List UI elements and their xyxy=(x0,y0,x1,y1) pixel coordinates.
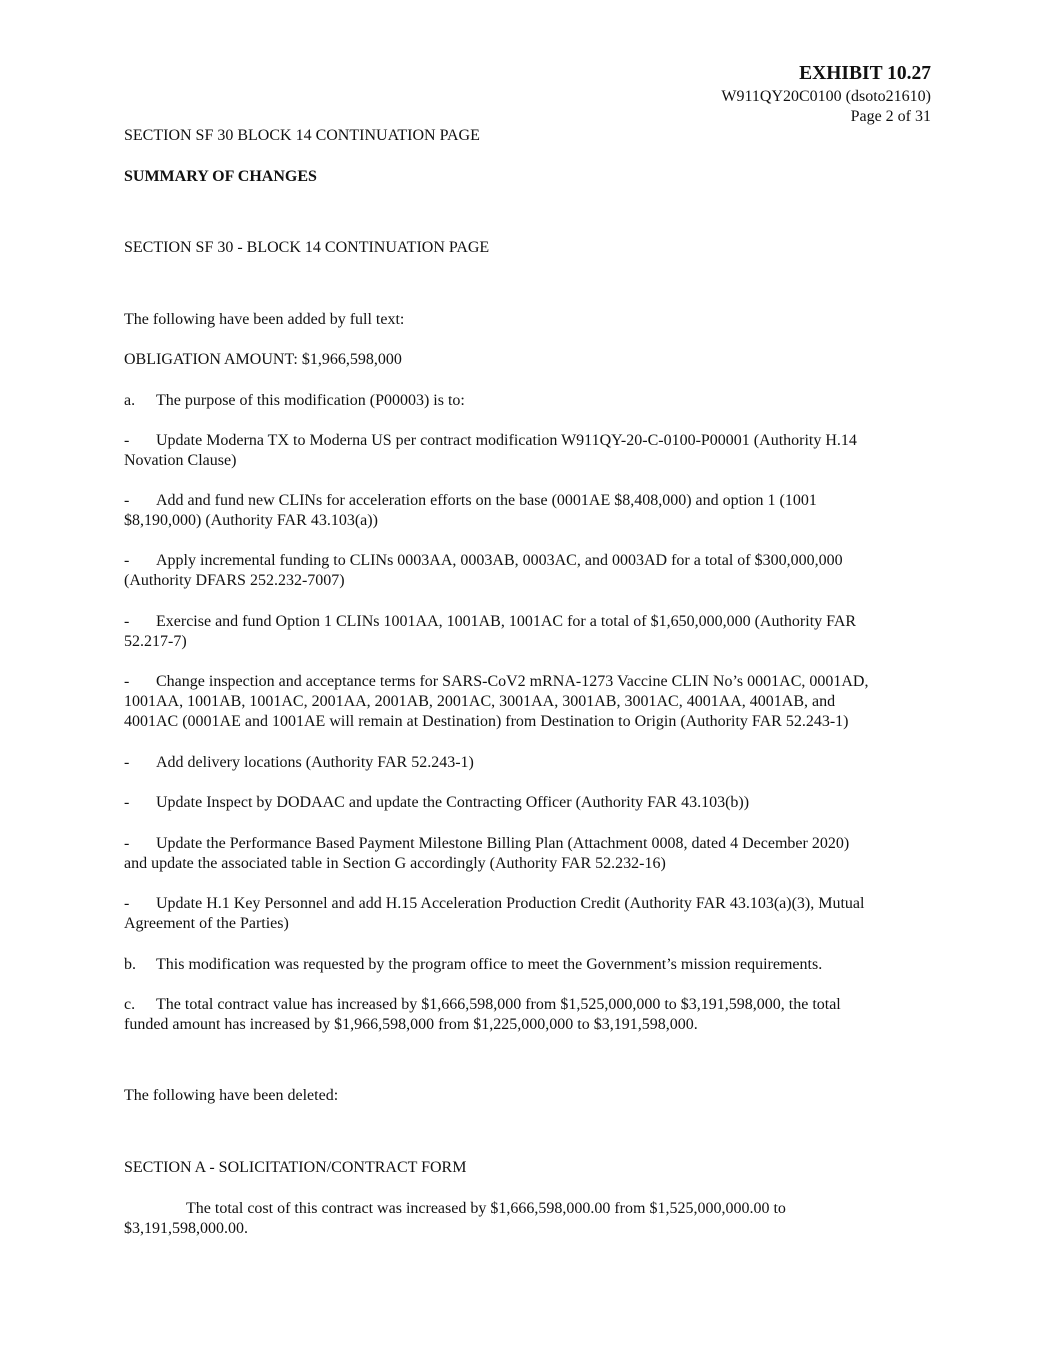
purpose-item-a xyxy=(124,391,924,411)
bullet-text-continued: 52.217-7) xyxy=(124,633,187,650)
item-text: The total contract value has increased by $1,666,598,000 from $1,525,000,000 to $3,191,598,000, the total xyxy=(156,996,841,1013)
bullet-text: Apply incremental funding to CLINs 0003AA, 0003AB, 0003AC, and 0003AD for a total of $300,000,000 xyxy=(156,552,843,569)
purpose-bullet xyxy=(124,612,924,652)
bullet-text: Add delivery locations (Authority FAR 52.243-1) xyxy=(156,754,474,771)
bullet-dash: - xyxy=(124,835,130,852)
item-label: b. xyxy=(124,956,136,973)
bullet-dash: - xyxy=(124,673,130,690)
obligation-amount: OBLIGATION AMOUNT: $1,966,598,000 xyxy=(124,351,402,368)
purpose-bullet xyxy=(124,753,924,773)
bullet-text-continued: $8,190,000) (Authority FAR 43.103(a)) xyxy=(124,512,378,529)
section-a-text-line: $3,191,598,000.00. xyxy=(124,1220,248,1237)
page-number: Page 2 of 31 xyxy=(850,108,931,125)
added-intro: The following have been added by full text: xyxy=(124,311,405,328)
purpose-item-c xyxy=(124,995,924,1035)
deleted-intro: The following have been deleted: xyxy=(124,1087,339,1104)
purpose-bullet xyxy=(124,431,924,471)
summary-heading: SUMMARY OF CHANGES xyxy=(124,168,317,185)
bullet-text-continued: and update the associated table in Section G accordingly (Authority FAR 52.232-16) xyxy=(124,855,666,872)
bullet-dash: - xyxy=(124,794,130,811)
bullet-text: Update Moderna TX to Moderna US per contract modification W911QY-20-C-0100-P00001 (Authority H.14 xyxy=(156,432,857,449)
purpose-bullet xyxy=(124,793,924,813)
exhibit-number: EXHIBIT 10.27 xyxy=(799,63,931,84)
bullet-dash: - xyxy=(124,754,130,771)
section-a-text xyxy=(124,1199,924,1239)
item-text: This modification was requested by the program office to meet the Government’s mission requirements. xyxy=(156,956,823,973)
bullet-dash: - xyxy=(124,895,130,912)
bullet-text: Update H.1 Key Personnel and add H.15 Acceleration Production Credit (Authority FAR 43.103(a)(3), Mutual xyxy=(156,895,865,912)
section-a-title: SECTION A - SOLICITATION/CONTRACT FORM xyxy=(124,1159,467,1176)
bullet-text-continued: 4001AC (0001AE and 1001AE will remain at Destination) from Destination to Origin (Authority FAR 52.243-1) xyxy=(124,713,849,730)
item-label: a. xyxy=(124,392,136,409)
item-text-continued: funded amount has increased by $1,966,598,000 from $1,225,000,000 to $3,191,598,000. xyxy=(124,1016,698,1033)
bullet-text-continued: Novation Clause) xyxy=(124,452,237,469)
bullet-dash: - xyxy=(124,613,130,630)
purpose-bullet xyxy=(124,672,924,732)
section-subtitle: SECTION SF 30 - BLOCK 14 CONTINUATION PAGE xyxy=(124,239,490,256)
section-title: SECTION SF 30 BLOCK 14 CONTINUATION PAGE xyxy=(124,127,480,144)
purpose-bullet xyxy=(124,894,924,934)
bullet-text: Update Inspect by DODAAC and update the Contracting Officer (Authority FAR 43.103(b)) xyxy=(156,794,750,811)
bullet-dash: - xyxy=(124,492,130,509)
purpose-item-b xyxy=(124,955,924,975)
bullet-text-continued: 1001AA, 1001AB, 1001AC, 2001AA, 2001AB, 2001AC, 3001AA, 3001AB, 3001AC, 4001AA, 4001AB, and xyxy=(124,693,836,710)
bullet-text: Update the Performance Based Payment Milestone Billing Plan (Attachment 0008, dated 4 December 2020) xyxy=(156,835,850,852)
bullet-dash: - xyxy=(124,552,130,569)
item-text: The purpose of this modification (P00003) is to: xyxy=(156,392,465,409)
document-id: W911QY20C0100 (dsoto21610) xyxy=(721,88,931,105)
bullet-text: Exercise and fund Option 1 CLINs 1001AA, 1001AB, 1001AC for a total of $1,650,000,000 (Authority FAR xyxy=(156,613,857,630)
bullet-text: Add and fund new CLINs for acceleration efforts on the base (0001AE $8,408,000) and option 1 (1001 xyxy=(156,492,817,509)
item-label: c. xyxy=(124,996,136,1013)
section-a-text-line: The total cost of this contract was increased by $1,666,598,000.00 from $1,525,000,000.00 to xyxy=(186,1200,786,1217)
bullet-text-continued: Agreement of the Parties) xyxy=(124,915,289,932)
bullet-text-continued: (Authority DFARS 252.232-7007) xyxy=(124,572,345,589)
purpose-bullet xyxy=(124,491,924,531)
purpose-bullet xyxy=(124,551,924,591)
bullet-text: Change inspection and acceptance terms for SARS-CoV2 mRNA-1273 Vaccine CLIN No’s 0001AC, 0001AD, xyxy=(156,673,869,690)
purpose-bullet xyxy=(124,834,924,874)
bullet-dash: - xyxy=(124,432,130,449)
